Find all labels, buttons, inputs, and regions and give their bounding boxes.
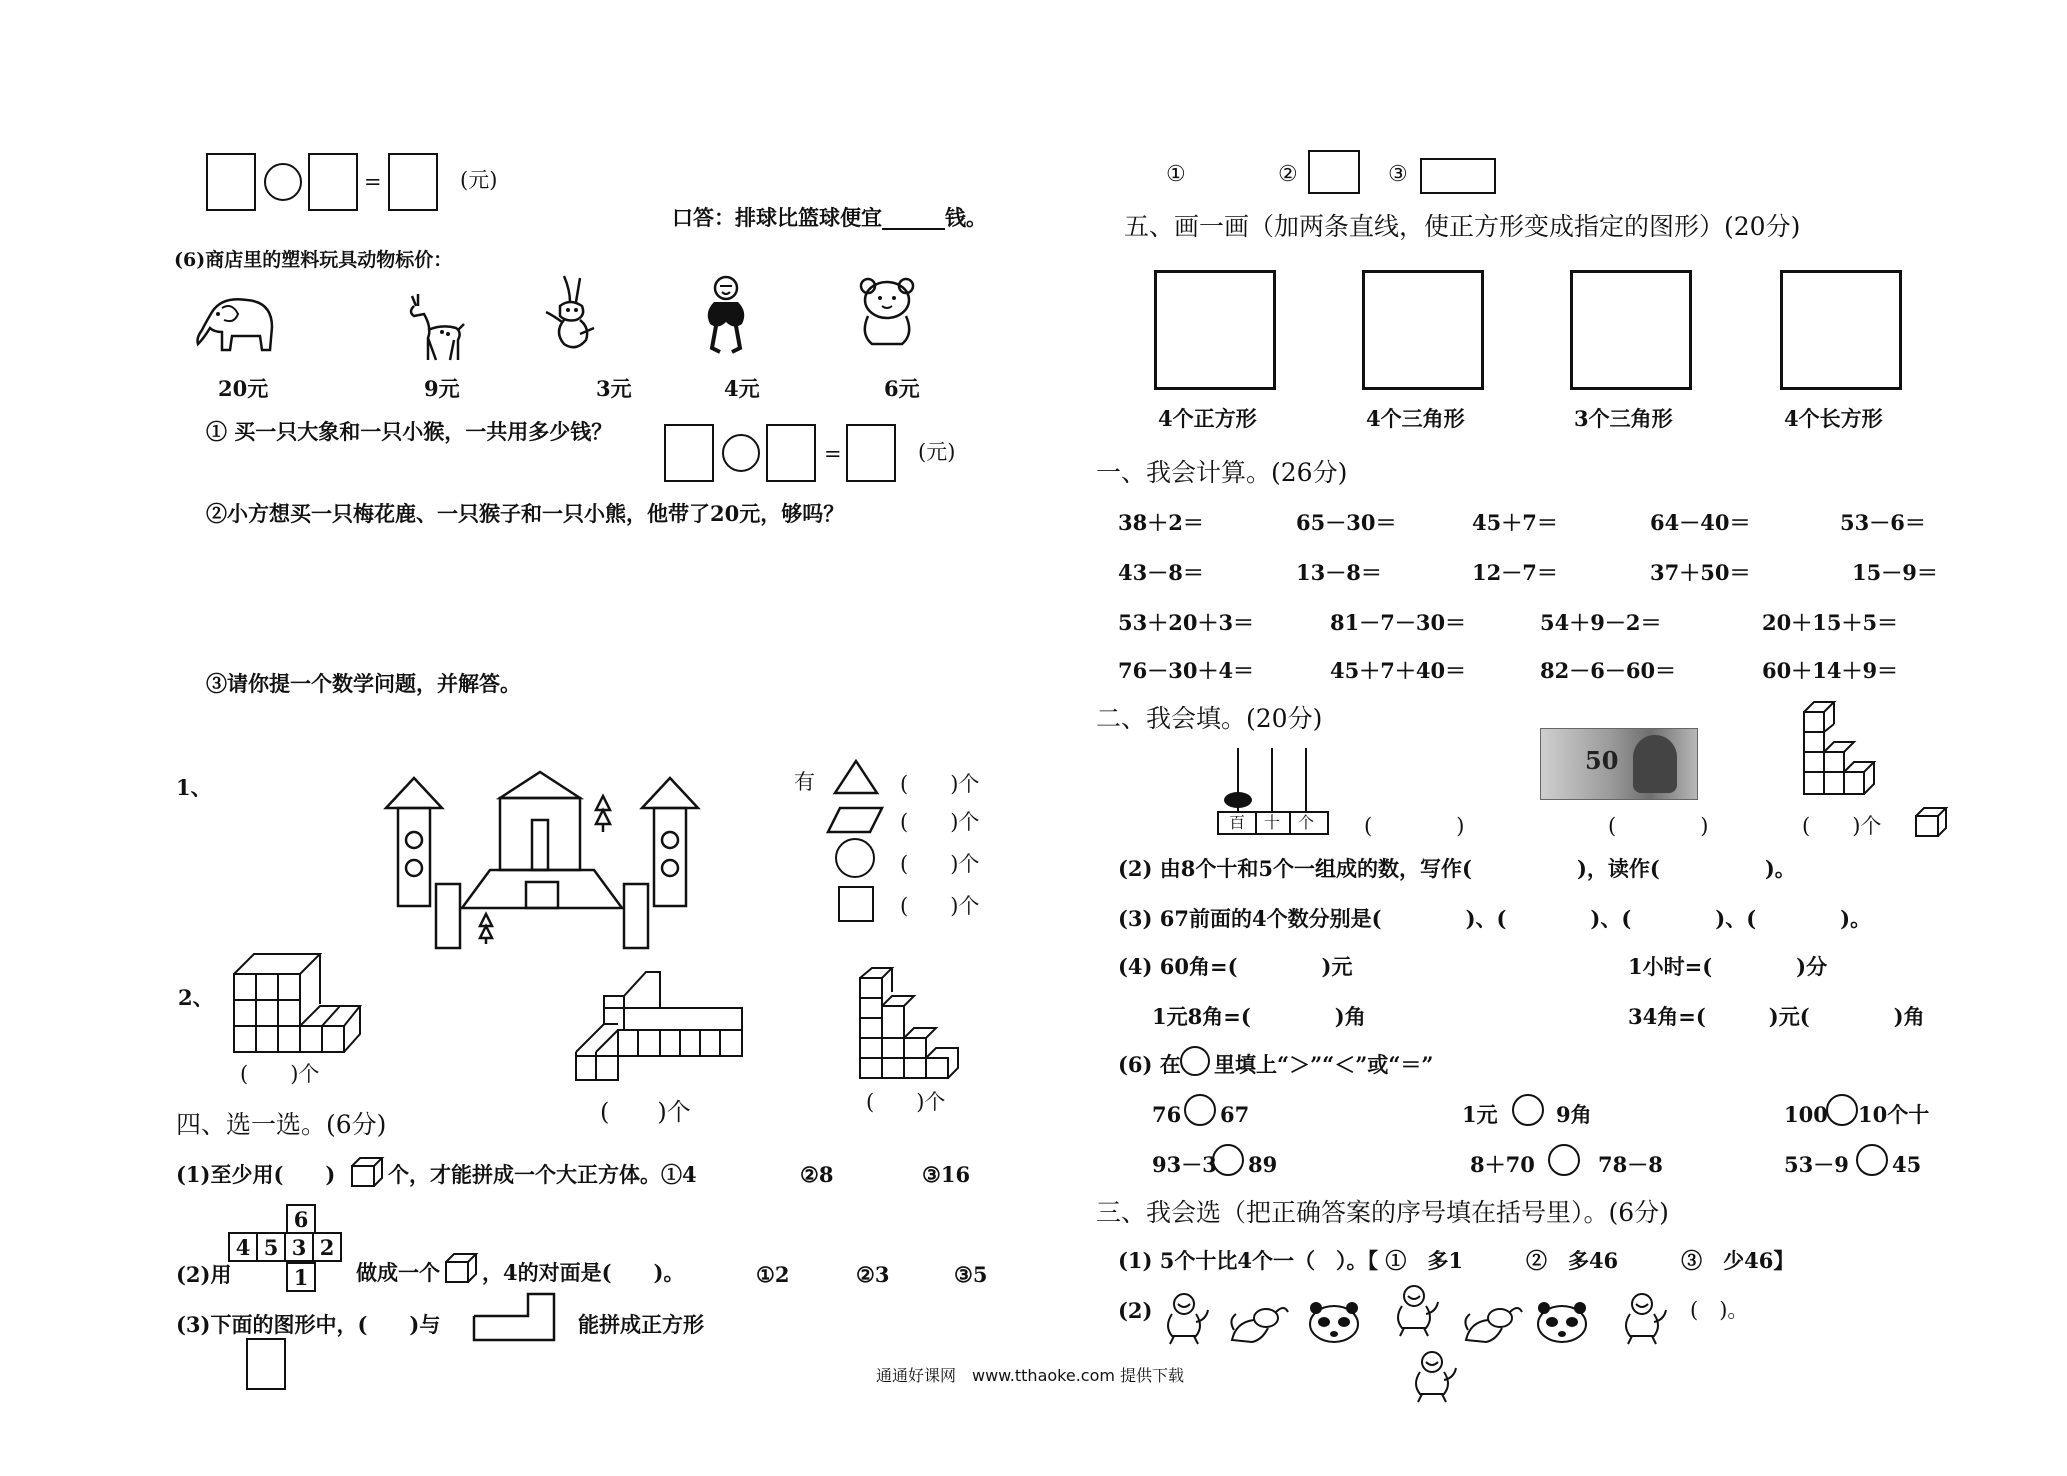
fill-q4b: 1小时=( )分 xyxy=(1628,954,1828,979)
calc-item: 15－9＝ xyxy=(1852,560,1938,585)
squirrel-icon xyxy=(1226,1300,1290,1346)
have-label: 有 xyxy=(794,770,815,794)
option-3-shape[interactable] xyxy=(1420,158,1496,194)
price-bear: 6元 xyxy=(884,376,920,401)
operator-circle[interactable] xyxy=(264,163,302,201)
fill-answer-money[interactable]: ( ) xyxy=(1608,814,1709,838)
rectangle-option[interactable] xyxy=(246,1338,286,1390)
s4-q2-head: (2)用 xyxy=(176,1262,232,1287)
answer-box[interactable] xyxy=(388,153,438,211)
s4-q3-tail: 能拼成正方形 xyxy=(578,1312,704,1337)
compare-left: 100 xyxy=(1784,1102,1828,1127)
q6-part1: ① 买一只大象和一只小猴，一共用多少钱？ xyxy=(206,419,613,444)
s4-q1-tail: 个，才能拼成一个大正方体。①4 xyxy=(388,1162,697,1187)
calc-item: 12－7＝ xyxy=(1472,560,1558,585)
fill-q6-tail: 里填上“＞”“＜”或“＝” xyxy=(1214,1052,1434,1077)
answer-box[interactable] xyxy=(766,424,816,482)
fill-q4d: 34角=( )元( )角 xyxy=(1628,1004,1925,1029)
answer-box[interactable] xyxy=(664,424,714,482)
square-shape-icon xyxy=(838,886,874,922)
section1-title: 一、我会计算。(26分) xyxy=(1096,458,1348,487)
abacus-label-tens: 十 xyxy=(1264,813,1281,832)
compare-circle[interactable] xyxy=(1826,1094,1858,1126)
cube-answer-1[interactable]: ( )个 xyxy=(240,1062,320,1086)
circle-count[interactable]: ( )个 xyxy=(900,852,980,876)
option-1[interactable]: ① xyxy=(1166,162,1186,187)
calc-item: 38＋2＝ xyxy=(1118,510,1204,535)
s4-q2-tail: ，4的对面是( )。 xyxy=(482,1260,685,1285)
fill-q4c: 1元8角=( )角 xyxy=(1152,1004,1366,1029)
compare-left: 53－9 xyxy=(1784,1152,1849,1177)
compare-left: 76 xyxy=(1152,1102,1182,1127)
circle-shape-icon xyxy=(835,838,875,878)
calc-item: 53－6＝ xyxy=(1840,510,1926,535)
abacus-label-hundreds: 百 xyxy=(1229,813,1246,832)
option-2-shape[interactable] xyxy=(1308,150,1360,194)
net-face: 1 xyxy=(286,1262,316,1292)
cube-stack-2 xyxy=(574,968,746,1084)
cube-answer-3[interactable]: ( )个 xyxy=(866,1090,946,1114)
drawing-square[interactable] xyxy=(1570,270,1692,390)
drawing-square[interactable] xyxy=(1362,270,1484,390)
price-elephant: 20元 xyxy=(218,376,269,401)
calc-item: 20＋15＋5＝ xyxy=(1762,610,1899,635)
compare-circle[interactable] xyxy=(1184,1094,1216,1126)
triangle-count[interactable]: ( )个 xyxy=(900,772,980,796)
compare-left: 8＋70 xyxy=(1470,1152,1535,1177)
calc-item: 81－7－30＝ xyxy=(1330,610,1467,635)
answer-box[interactable] xyxy=(846,424,896,482)
price-deer: 9元 xyxy=(424,376,460,401)
draw-label: 3个三角形 xyxy=(1574,406,1673,431)
l-shape-figure xyxy=(472,1292,556,1342)
price-monkey: 4元 xyxy=(724,376,760,401)
compare-circle[interactable] xyxy=(1212,1144,1244,1176)
compare-right: 9角 xyxy=(1556,1102,1592,1127)
s3-q1: (1) 5个十比4个一（ ）。【 ① 多1 ② 多46 ③ 少46】 xyxy=(1118,1248,1795,1273)
building-figure xyxy=(380,768,700,948)
price-rabbit: 3元 xyxy=(596,376,632,401)
unit-label: (元) xyxy=(918,440,956,464)
banknote-50-image xyxy=(1540,728,1698,800)
s4-q2-mid: 做成一个 xyxy=(356,1260,440,1285)
fill-q6-head: (6) 在 xyxy=(1118,1052,1181,1077)
bear-icon xyxy=(854,274,920,348)
s4-q1: (1)至少用( ) xyxy=(176,1162,336,1187)
compare-circle[interactable] xyxy=(1512,1094,1544,1126)
s3-q2-answer[interactable]: ( )。 xyxy=(1690,1298,1749,1322)
monkey-icon xyxy=(1616,1290,1668,1346)
s3-q2-number: (2) xyxy=(1118,1298,1153,1323)
calc-item: 65－30＝ xyxy=(1296,510,1397,535)
net-face: 5 xyxy=(256,1232,286,1262)
fill-answer-abacus[interactable]: ( ) xyxy=(1364,814,1465,838)
q6-part2: ②小方想买一只梅花鹿、一只猴子和一只小熊，他带了20元，够吗？ xyxy=(206,501,845,526)
abacus-label-ones: 个 xyxy=(1298,813,1315,832)
panda-icon xyxy=(1306,1302,1362,1346)
squirrel-icon xyxy=(1460,1300,1524,1346)
fill-answer-cubes[interactable]: ( )个 xyxy=(1802,814,1882,838)
calc-item: 45＋7＝ xyxy=(1472,510,1558,535)
oral-answer: 口答：排球比篮球便宜______钱。 xyxy=(672,205,987,230)
option-2[interactable]: ② xyxy=(1278,162,1298,187)
net-face: 3 xyxy=(284,1232,314,1262)
portrait-icon xyxy=(1633,735,1677,793)
s4-q3: (3)下面的图形中，( )与 xyxy=(176,1312,441,1337)
net-face: 4 xyxy=(228,1232,258,1262)
operator-circle[interactable] xyxy=(722,434,760,472)
s4-q1-option-3[interactable]: ③16 xyxy=(922,1162,971,1187)
unit-label: (元) xyxy=(460,168,498,192)
s4-q2-option-2[interactable]: ②3 xyxy=(856,1262,890,1287)
deer-icon xyxy=(402,288,468,362)
cube-icon xyxy=(1914,806,1948,838)
rabbit-icon xyxy=(536,272,602,354)
compare-circle[interactable] xyxy=(1548,1144,1580,1176)
monkey-icon xyxy=(1158,1290,1210,1346)
compare-right: 67 xyxy=(1220,1102,1250,1127)
calc-item: 54＋9－2＝ xyxy=(1540,610,1662,635)
parallelogram-count[interactable]: ( )个 xyxy=(900,810,980,834)
cube-net xyxy=(228,1204,344,1296)
calc-item: 60＋14＋9＝ xyxy=(1762,658,1899,683)
compare-circle-icon xyxy=(1180,1046,1210,1076)
calc-item: 82－6－60＝ xyxy=(1540,658,1677,683)
fill-q4a: (4) 60角=( )元 xyxy=(1118,954,1353,979)
compare-right: 10个十 xyxy=(1858,1102,1930,1127)
monkey-icon xyxy=(700,272,752,356)
draw-label: 4个三角形 xyxy=(1366,406,1465,431)
compare-left: 1元 xyxy=(1462,1102,1498,1127)
cube-stack-3 xyxy=(856,966,966,1080)
square-count[interactable]: ( )个 xyxy=(900,894,980,918)
compare-left: 93－3 xyxy=(1152,1152,1217,1177)
cube-answer-2[interactable]: ( )个 xyxy=(600,1098,691,1126)
option-3[interactable]: ③ xyxy=(1388,162,1408,187)
calc-item: 76－30＋4＝ xyxy=(1118,658,1255,683)
parallelogram-icon xyxy=(826,806,884,834)
shape-q2-number: 2、 xyxy=(178,985,214,1010)
section2-title: 二、我会填。(20分) xyxy=(1096,704,1323,733)
q6-part3: ③请你提一个数学问题，并解答。 xyxy=(206,671,521,696)
banknote-value: 50 xyxy=(1585,746,1619,775)
footer-credit: 通通好课网 www.tthaoke.com 提供下载 xyxy=(876,1366,1185,1385)
cube-icon xyxy=(444,1252,478,1284)
elephant-icon xyxy=(192,292,278,356)
compare-circle[interactable] xyxy=(1856,1144,1888,1176)
calc-item: 13－8＝ xyxy=(1296,560,1382,585)
s4-q2-option-3[interactable]: ③5 xyxy=(954,1262,988,1287)
q6-intro: (6)商店里的塑料玩具动物标价： xyxy=(174,249,453,271)
calc-item: 53＋20＋3＝ xyxy=(1118,610,1255,635)
cube-stack-4 xyxy=(1800,696,1890,796)
draw-label: 4个正方形 xyxy=(1158,406,1257,431)
calc-item: 37＋50＝ xyxy=(1650,560,1751,585)
compare-right: 45 xyxy=(1892,1152,1922,1177)
net-face: 6 xyxy=(286,1204,316,1234)
calc-item: 45＋7＋40＝ xyxy=(1330,658,1467,683)
monkey-icon xyxy=(1406,1348,1458,1404)
s4-q2-option-1[interactable]: ①2 xyxy=(756,1262,790,1287)
section5-title: 五、画一画（加两条直线，使正方形变成指定的图形）(20分) xyxy=(1124,212,1801,241)
shape-q1-number: 1、 xyxy=(176,775,212,800)
calc-item: 64－40＝ xyxy=(1650,510,1751,535)
cube-icon xyxy=(350,1156,384,1188)
section4-title: 四、选一选。(6分) xyxy=(176,1110,387,1139)
answer-box[interactable] xyxy=(206,153,256,211)
drawing-square[interactable] xyxy=(1154,270,1276,390)
panda-icon xyxy=(1534,1302,1590,1346)
triangle-icon xyxy=(833,759,879,795)
fill-q3: (3) 67前面的4个数分别是( )、( )、( )、( )。 xyxy=(1118,906,1872,931)
equals-sign: = xyxy=(364,170,382,194)
section3-title: 三、我会选（把正确答案的序号填在括号里）。(6分) xyxy=(1096,1198,1669,1227)
s4-q1-option-2[interactable]: ②8 xyxy=(800,1162,834,1187)
drawing-square[interactable] xyxy=(1780,270,1902,390)
answer-box[interactable] xyxy=(308,153,358,211)
draw-label: 4个长方形 xyxy=(1784,406,1883,431)
compare-right: 78－8 xyxy=(1598,1152,1663,1177)
cube-stack-1 xyxy=(232,950,362,1054)
calc-item: 43－8＝ xyxy=(1118,560,1204,585)
compare-right: 89 xyxy=(1248,1152,1278,1177)
monkey-icon xyxy=(1388,1282,1440,1338)
fill-q2: (2) 由8个十和5个一组成的数，写作( )，读作( )。 xyxy=(1118,856,1796,881)
net-face: 2 xyxy=(312,1232,342,1262)
equals-sign: = xyxy=(824,442,842,466)
